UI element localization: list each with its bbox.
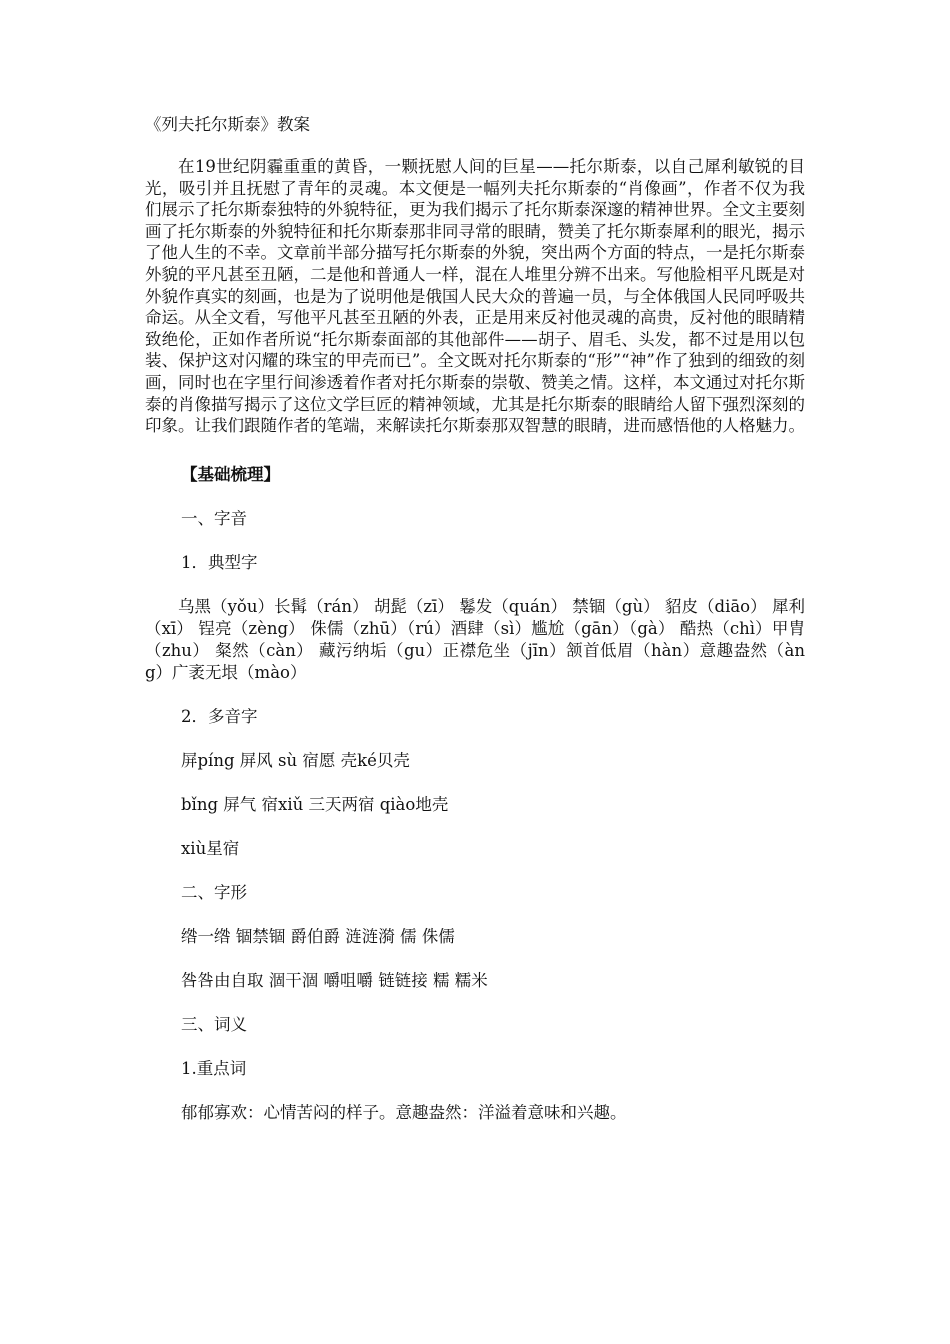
char-form-line-1: 绺一绺 锢禁锢 爵伯爵 涟涟漪 儒 侏儒 — [181, 926, 455, 946]
key-words-line: 郁郁寡欢：心情苦闷的样子。意趣盎然：洋溢着意味和兴趣。 — [181, 1102, 627, 1122]
heading-key-words: 1.重点词 — [181, 1058, 247, 1078]
document-content — [145, 114, 805, 1124]
heading-pronunciation: 一、字音 — [181, 508, 247, 528]
section-heading-basics: 【基础梳理】 — [181, 464, 280, 484]
intro-paragraph: 在19世纪阴霾重重的黄昏，一颗抚慰人间的巨星——托尔斯泰，以自己犀利敏锐的目光，吸引并且抚慰了青年的灵魂。本文便是一幅列夫托尔斯泰的“肖像画”，作者不仅为我们展示了托尔斯泰独特的外貌特征，更为我们揭示了托尔斯泰深邃的精神世界。全文主要刻画了托尔斯泰的外貌特征和托尔斯泰那非同寻常的眼睛，赞美了托尔斯泰犀利的眼光，揭示了他人生的不幸。文章前半部分描写托尔斯泰的外貌，突出两个方面的特点，一是托尔斯泰外貌的平凡甚至丑陋，二是他和普通人一样，混在人堆里分辨不出来。写他脸相平凡既是对外貌作真实的刻画，也是为了说明他是俄国人民大众的普遍一员，与全体俄国人民同呼吸共命运。从全文看，写他平凡甚至丑陋的外表，正是用来反衬他灵魂的高贵，反衬他的眼睛精致绝伦，正如作者所说“托尔斯泰面部的其他部件——胡子、眉毛、头发，都不过是用以包装、保护这对闪耀的珠宝的甲壳而已”。全文既对托尔斯泰的“形”“神”作了独到的细致的刻画，同时也在字里行间渗透着作者对托尔斯泰的崇敬、赞美之情。这样，本文通过对托尔斯泰的肖像描写揭示了这位文学巨匠的精神领域，尤其是托尔斯泰的眼睛给人留下强烈深刻的印象。让我们跟随作者的笔端，来解读托尔斯泰那双智慧的眼睛，进而感悟他的人格魅力。 — [145, 157, 805, 436]
heading-polyphonic: 2．多音字 — [181, 706, 258, 726]
polyphonic-line-3: xiù星宿 — [181, 838, 240, 858]
heading-word-meaning: 三、词义 — [181, 1014, 247, 1034]
char-form-line-2: 咎咎由自取 涸干涸 嚼咀嚼 链链接 糯 糯米 — [181, 970, 488, 990]
polyphonic-line-1: 屏píng 屏风 sù 宿愿 壳ké贝壳 — [181, 750, 410, 770]
document-title: 《列夫托尔斯泰》教案 — [145, 115, 310, 134]
heading-typical-chars: 1．典型字 — [181, 552, 258, 572]
polyphonic-line-2: bǐng 屏气 宿xiǔ 三天两宿 qiào地壳 — [181, 794, 449, 814]
typical-chars-paragraph: 乌黑（yǒu）长髯（rán） 胡髭（zī） 鬈发（quán） 禁锢（gù） 貂皮（diāo） 犀利（xī） 锃亮（zèng） 侏儒（zhū）（rú）酒肆（sì）尴尬（gān）（gà） 酷热（chì）甲胄（zhu） 粲然（càn） 藏污纳垢（gu）正襟危坐（jīn）颔首低眉（hàn）意趣盎然（àng）广袤无垠（mào） — [145, 596, 805, 682]
heading-char-form: 二、字形 — [181, 882, 247, 902]
